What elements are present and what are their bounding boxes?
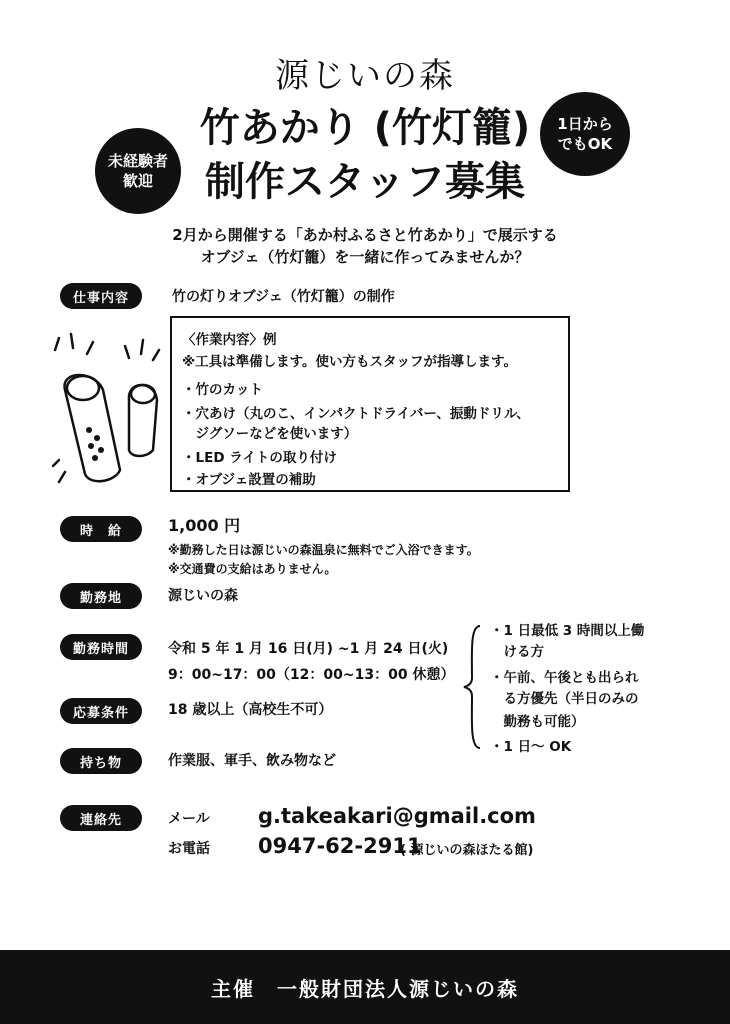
small-lantern-top <box>131 385 155 403</box>
large-bamboo-lantern <box>65 375 120 481</box>
box-item: ・LED ライトの取り付け <box>182 450 337 466</box>
lantern-hole <box>86 427 92 433</box>
belongings-value: 作業服、軍手、飲み物など <box>168 753 336 769</box>
work-details-box <box>170 316 570 492</box>
intro-line-1: 2月から開催する「あか村ふるさと竹あかり」で展示する <box>172 226 558 244</box>
wage-note-2: ※交通費の支給はありません。 <box>168 562 337 576</box>
lantern-hole <box>98 447 104 453</box>
label-hours: 勤務時間 <box>60 634 142 660</box>
label-contact: 連絡先 <box>60 805 142 831</box>
footer-organizer: 主催 一般財団法人源じいの森 <box>0 950 730 1024</box>
badge-left-line-1: 未経験者 <box>107 151 168 170</box>
label-job: 仕事内容 <box>60 283 142 309</box>
wage-value: 1,000 円 <box>168 516 241 535</box>
side-note: 勤務も可能） <box>490 714 585 730</box>
box-item: ・穴あけ（丸のこ、インパクトドライバー、振動ドリル、 <box>182 406 530 422</box>
side-note: ・1 日～ OK <box>490 739 572 755</box>
hours-times: 9：00~17：00（12：00~13：00 休憩） <box>168 667 455 683</box>
lantern-hole <box>94 435 100 441</box>
logo: 源じいの森 <box>275 56 455 96</box>
title-line-2: 制作スタッフ募集 <box>205 159 525 205</box>
label-wage: 時 給 <box>60 516 142 542</box>
large-lantern-top <box>67 376 99 400</box>
light-ray <box>55 338 59 350</box>
box-item: ジグソーなどを使います） <box>182 426 358 442</box>
tel-label: お電話 <box>168 841 210 857</box>
light-ray <box>153 350 159 360</box>
location-value: 源じいの森 <box>168 588 238 604</box>
side-note: ける方 <box>490 644 544 660</box>
requirements-value: 18 歳以上（高校生不可） <box>168 702 333 718</box>
badge-right-line-2: でもOK <box>557 135 613 153</box>
tel-number[interactable]: 0947-62-2911 <box>258 834 422 858</box>
badge-right-line-1: 1日から <box>557 114 613 133</box>
light-ray <box>59 472 65 482</box>
box-item: ・竹のカット <box>182 382 263 398</box>
label-requirements: 応募条件 <box>60 698 142 724</box>
wage-note-1: ※勤務した日は源じいの森温泉に無料でご入浴できます。 <box>168 543 479 557</box>
light-ray <box>53 460 59 466</box>
mail-label: メール <box>168 811 210 827</box>
badge-one-day-ok <box>540 92 630 176</box>
side-note: る方優先（半日のみの <box>490 691 639 707</box>
badge-left-line-2: 歓迎 <box>122 172 153 190</box>
intro-line-2: オブジェ（竹灯籠）を一緒に作ってみませんか？ <box>200 248 530 266</box>
box-note: ※工具は準備します。使い方もスタッフが指導します。 <box>182 354 517 370</box>
light-ray <box>125 346 129 358</box>
light-ray <box>87 342 93 354</box>
lantern-hole <box>88 443 94 449</box>
light-ray <box>141 340 143 354</box>
brace-icon <box>462 624 484 750</box>
box-heading: 〈作業内容〉例 <box>182 332 277 348</box>
job-value: 竹の灯りオブジェ（竹灯籠）の制作 <box>172 289 395 305</box>
side-note: ・午前、午後とも出られ <box>490 670 639 686</box>
label-belongings: 持ち物 <box>60 748 142 774</box>
box-item: ・オブジェ設置の補助 <box>182 472 316 488</box>
small-bamboo-lantern <box>129 385 157 456</box>
side-note: ・1 日最低 3 時間以上働 <box>490 623 645 639</box>
hours-dates: 令和 5 年 1 月 16 日(月) ~1 月 24 日(火) <box>168 641 449 657</box>
lantern-hole <box>92 455 98 461</box>
tel-note: ( 源じいの森ほたる館) <box>400 843 534 858</box>
mail-address[interactable]: g.takeakari@gmail.com <box>258 804 536 828</box>
label-location: 勤務地 <box>60 583 142 609</box>
title-line-1: 竹あかり (竹灯籠) <box>199 105 531 151</box>
badge-beginners-welcome <box>95 128 181 214</box>
light-ray <box>71 334 73 348</box>
bamboo-lantern-illustration <box>45 330 165 490</box>
